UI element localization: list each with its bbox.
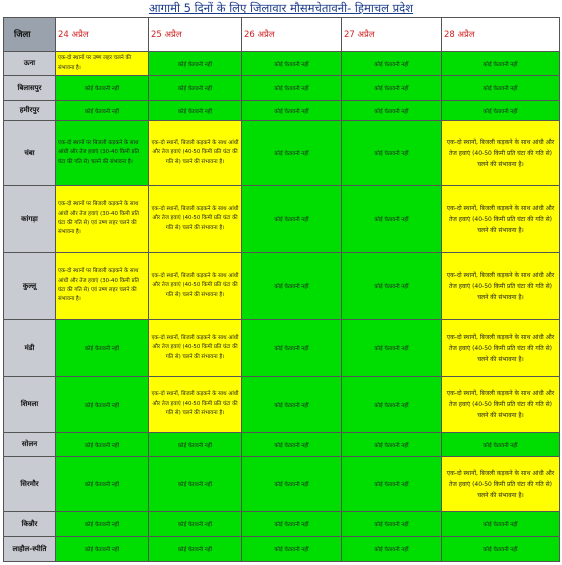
warning-cell: कोई चेतावनी नहीं	[442, 433, 560, 457]
table-row	[4, 377, 560, 433]
page-title: आगामी 5 दिनों के लिए जिलावार मौसमचेतावनी- हिमाचल प्रदेश	[148, 1, 414, 15]
warning-cell: एक-दो स्थानों, बिजली कड़कने के साथ आंधी और तेज हवाएं (40-50 किमी प्रति घंटा की गति से) चलने की संभावना है।	[442, 377, 560, 433]
district-name: हमीरपुर	[4, 101, 56, 121]
warning-cell: कोई चेतावनी नहीं	[149, 457, 242, 512]
warning-cell: एक-दो स्थानों पर बिजली कड़कने के साथ आंधी और तेज हवाएं (30-40 किमी प्रति घंटा की गति से) चलने की संभावना है।	[56, 121, 149, 186]
warning-cell: कोई चेतावनी नहीं	[342, 52, 442, 76]
warning-cell: कोई चेतावनी नहीं	[342, 101, 442, 121]
header-date: 28 अप्रैल	[442, 18, 560, 52]
warning-cell: कोई चेतावनी नहीं	[342, 433, 442, 457]
warning-cell: एक-दो स्थानों, बिजली कड़कने के साथ आंधी और तेज हवाएं (40-50 किमी प्रति घंटा की गति से) चलने की संभावना है।	[442, 320, 560, 377]
district-name: शिमला	[4, 377, 56, 433]
warning-cell: कोई चेतावनी नहीं	[56, 320, 149, 377]
warning-cell: एक-दो स्थानों, बिजली कड़कने के साथ आंधी और तेज हवाएं (40-50 किमी प्रति घंटा की गति से) चलने की संभावना है।	[149, 121, 242, 186]
warning-cell: कोई चेतावनी नहीं	[342, 537, 442, 562]
header-date: 27 अप्रैल	[342, 18, 442, 52]
table-body	[4, 52, 560, 562]
warning-cell: कोई चेतावनी नहीं	[242, 457, 342, 512]
warning-cell: कोई चेतावनी नहीं	[242, 186, 342, 253]
warning-cell: कोई चेतावनी नहीं	[242, 433, 342, 457]
warning-cell: कोई चेतावनी नहीं	[56, 537, 149, 562]
warning-cell: कोई चेतावनी नहीं	[342, 121, 442, 186]
header-district: जिला	[4, 18, 56, 52]
district-name: कांगड़ा	[4, 186, 56, 253]
table-row	[4, 186, 560, 253]
warning-cell: कोई चेतावनी नहीं	[442, 537, 560, 562]
warning-cell: कोई चेतावनी नहीं	[242, 537, 342, 562]
district-name: चंबा	[4, 121, 56, 186]
table-row	[4, 537, 560, 562]
table-row	[4, 121, 560, 186]
table-row	[4, 320, 560, 377]
district-name: ऊना	[4, 52, 56, 76]
warning-cell: कोई चेतावनी नहीं	[442, 512, 560, 537]
warning-cell: कोई चेतावनी नहीं	[149, 512, 242, 537]
warning-cell: कोई चेतावनी नहीं	[442, 76, 560, 101]
warning-cell: कोई चेतावनी नहीं	[149, 433, 242, 457]
warning-cell: एक-दो स्थानों, बिजली कड़कने के साथ आंधी और तेज हवाएं (40-50 किमी प्रति घंटा की गति से) चलने की संभावना है।	[149, 320, 242, 377]
warning-cell: कोई चेतावनी नहीं	[342, 512, 442, 537]
warning-cell: कोई चेतावनी नहीं	[342, 457, 442, 512]
warning-cell: कोई चेतावनी नहीं	[442, 52, 560, 76]
warning-cell: कोई चेतावनी नहीं	[342, 186, 442, 253]
warning-cell: कोई चेतावनी नहीं	[242, 377, 342, 433]
header-date: 25 अप्रैल	[149, 18, 242, 52]
table-row	[4, 253, 560, 320]
table-row	[4, 76, 560, 101]
warning-cell: कोई चेतावनी नहीं	[56, 101, 149, 121]
warning-cell: कोई चेतावनी नहीं	[342, 76, 442, 101]
table-row	[4, 52, 560, 76]
warning-cell: कोई चेतावनी नहीं	[149, 101, 242, 121]
table-row	[4, 512, 560, 537]
district-name: बिलासपुर	[4, 76, 56, 101]
warning-cell: एक-दो स्थानों, बिजली कड़कने के साथ आंधी और तेज हवाएं (40-50 किमी प्रति घंटा की गति से) चलने की संभावना है।	[442, 457, 560, 512]
district-name: सोलन	[4, 433, 56, 457]
warning-cell: कोई चेतावनी नहीं	[242, 512, 342, 537]
warning-cell: कोई चेतावनी नहीं	[56, 457, 149, 512]
warning-cell: कोई चेतावनी नहीं	[56, 433, 149, 457]
warning-cell: कोई चेतावनी नहीं	[242, 101, 342, 121]
header-date: 24 अप्रैल	[56, 18, 149, 52]
warning-cell: कोई चेतावनी नहीं	[442, 101, 560, 121]
warning-cell: एक-दो स्थानों, बिजली कड़कने के साथ आंधी और तेज हवाएं (40-50 किमी प्रति घंटा की गति से) चलने की संभावना है।	[149, 186, 242, 253]
warning-cell: कोई चेतावनी नहीं	[342, 253, 442, 320]
warning-cell: एक-दो स्थानों, बिजली कड़कने के साथ आंधी और तेज हवाएं (40-50 किमी प्रति घंटा की गति से) चलने की संभावना है।	[442, 186, 560, 253]
warning-cell: कोई चेतावनी नहीं	[56, 377, 149, 433]
warning-cell: कोई चेतावनी नहीं	[242, 76, 342, 101]
warning-cell: कोई चेतावनी नहीं	[242, 121, 342, 186]
header-row	[4, 18, 560, 52]
warning-cell: कोई चेतावनी नहीं	[342, 320, 442, 377]
district-name: मंडी	[4, 320, 56, 377]
warning-cell: एक-दो स्थानों पर बिजली कड़कने के साथ आंधी और तेज हवाएं (30-40 किमी प्रति घंटा की गति से) एवं उष्ण लहर चलने की संभावना है।	[56, 253, 149, 320]
warning-cell: कोई चेतावनी नहीं	[149, 76, 242, 101]
warning-cell: एक-दो स्थानों, बिजली कड़कने के साथ आंधी और तेज हवाएं (40-50 किमी प्रति घंटा की गति से) चलने की संभावना है।	[149, 253, 242, 320]
header-date: 26 अप्रैल	[242, 18, 342, 52]
warning-cell: कोई चेतावनी नहीं	[149, 537, 242, 562]
warning-cell: एक-दो स्थानों पर बिजली कड़कने के साथ आंधी और तेज हवाएं (30-40 किमी प्रति घंटा की गति से) एवं उष्ण लहर चलने की संभावना है।	[56, 186, 149, 253]
warning-cell: कोई चेतावनी नहीं	[149, 52, 242, 76]
district-name: कुल्लू	[4, 253, 56, 320]
warning-table	[3, 17, 560, 562]
table-row	[4, 101, 560, 121]
district-name: सिरमौर	[4, 457, 56, 512]
table-row	[4, 433, 560, 457]
warning-cell: एक-दो स्थानों, बिजली कड़कने के साथ आंधी और तेज हवाएं (40-50 किमी प्रति घंटा की गति से) चलने की संभावना है।	[442, 121, 560, 186]
warning-cell: एक-दो स्थानों, बिजली कड़कने के साथ आंधी और तेज हवाएं (40-50 किमी प्रति घंटा की गति से) चलने की संभावना है।	[149, 377, 242, 433]
warning-cell: कोई चेतावनी नहीं	[242, 320, 342, 377]
warning-cell: एक-दो स्थानों, बिजली कड़कने के साथ आंधी और तेज हवाएं (40-50 किमी प्रति घंटा की गति से) चलने की संभावना है।	[442, 253, 560, 320]
warning-cell: कोई चेतावनी नहीं	[242, 52, 342, 76]
warning-cell: कोई चेतावनी नहीं	[56, 76, 149, 101]
table-row	[4, 457, 560, 512]
warning-cell: एक-दो स्थानों पर उष्ण लहर चलने की संभावना है।	[56, 52, 149, 76]
warning-cell: कोई चेतावनी नहीं	[56, 512, 149, 537]
district-name: लाहौल-स्पीति	[4, 537, 56, 562]
warning-cell: कोई चेतावनी नहीं	[342, 377, 442, 433]
warning-cell: कोई चेतावनी नहीं	[242, 253, 342, 320]
district-name: किन्नौर	[4, 512, 56, 537]
